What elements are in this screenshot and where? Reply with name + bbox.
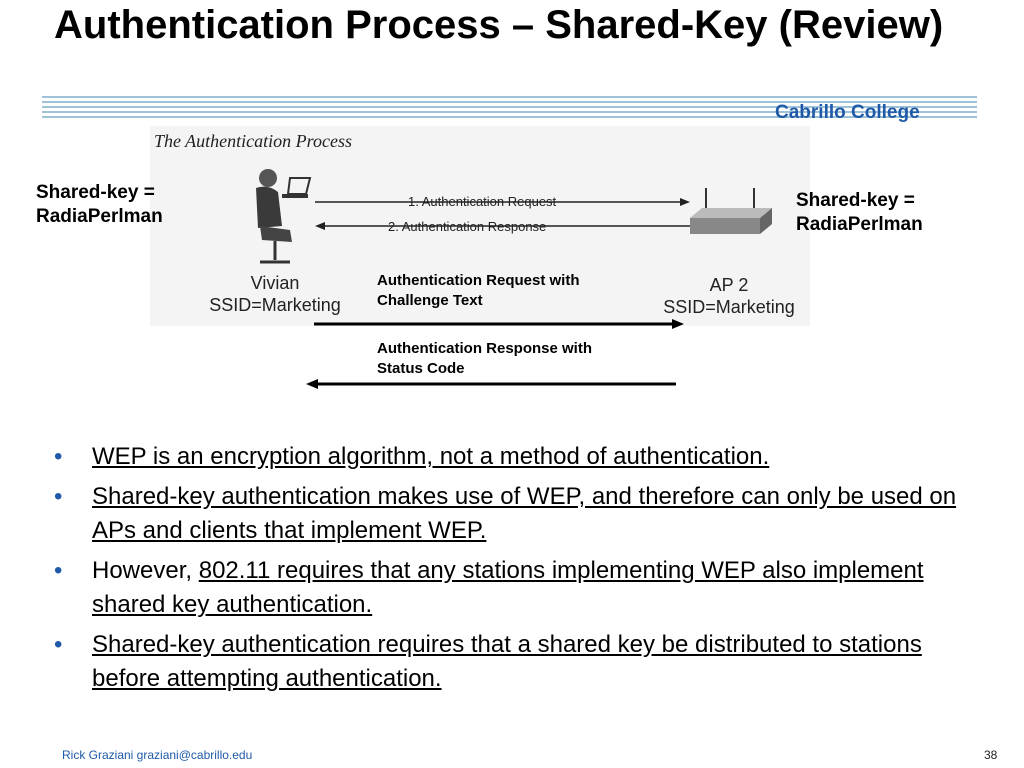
- response-arrow: [306, 378, 678, 390]
- bullet-item: [54, 554, 974, 622]
- client-person-icon: [256, 169, 310, 262]
- client-name: Vivian: [250, 273, 300, 293]
- arrow1-label: 1. Authentication Request: [408, 194, 557, 209]
- page-number: 38: [984, 748, 998, 762]
- bullet-item: [54, 628, 974, 696]
- bullet-dot-icon: •: [54, 631, 63, 658]
- ap-label: [654, 274, 804, 318]
- bullet-item: [54, 440, 974, 474]
- client-ssid: SSID=Marketing: [209, 295, 341, 315]
- request-note: Authentication Request with Challenge Text: [377, 272, 580, 309]
- footer-author: Rick Graziani graziani@cabrillo.edu: [62, 748, 253, 762]
- bullet-dot-icon: •: [54, 443, 63, 470]
- bullet-text: 802.11 requires that any stations implementing WEP also implement shared key authentication.: [92, 557, 924, 618]
- bullet-list: [54, 440, 974, 702]
- request-arrow: [314, 318, 686, 330]
- right-shared-key: Shared-key = RadiaPerlman: [796, 190, 923, 235]
- bullet-prefix: However,: [92, 557, 199, 584]
- college-logo-text: Cabrillo College: [775, 102, 920, 123]
- bullet-text: WEP is an encryption algorithm, not a method of authentication.: [92, 443, 770, 470]
- slide-title: Authentication Process – Shared-Key (Review): [54, 3, 944, 47]
- bullet-item: [54, 480, 974, 548]
- left-shared-key: Shared-key = RadiaPerlman: [36, 182, 163, 227]
- figure-caption: The Authentication Process: [154, 131, 352, 151]
- ap-ssid: SSID=Marketing: [663, 297, 795, 317]
- arrow2-label: 2. Authentication Response: [388, 219, 547, 234]
- access-point-icon: [690, 188, 772, 234]
- response-note: Authentication Response with Status Code: [377, 340, 593, 377]
- ap-name: AP 2: [709, 275, 749, 295]
- client-label: [200, 272, 350, 316]
- bullet-text: Shared-key authentication makes use of WEP, and therefore can only be used on APs and clients that implement WEP.: [92, 483, 957, 544]
- bullet-text: Shared-key authentication requires that a shared key be distributed to stations before attempting authentication.: [92, 631, 922, 692]
- bullet-dot-icon: •: [54, 557, 63, 584]
- bullet-dot-icon: •: [54, 483, 63, 510]
